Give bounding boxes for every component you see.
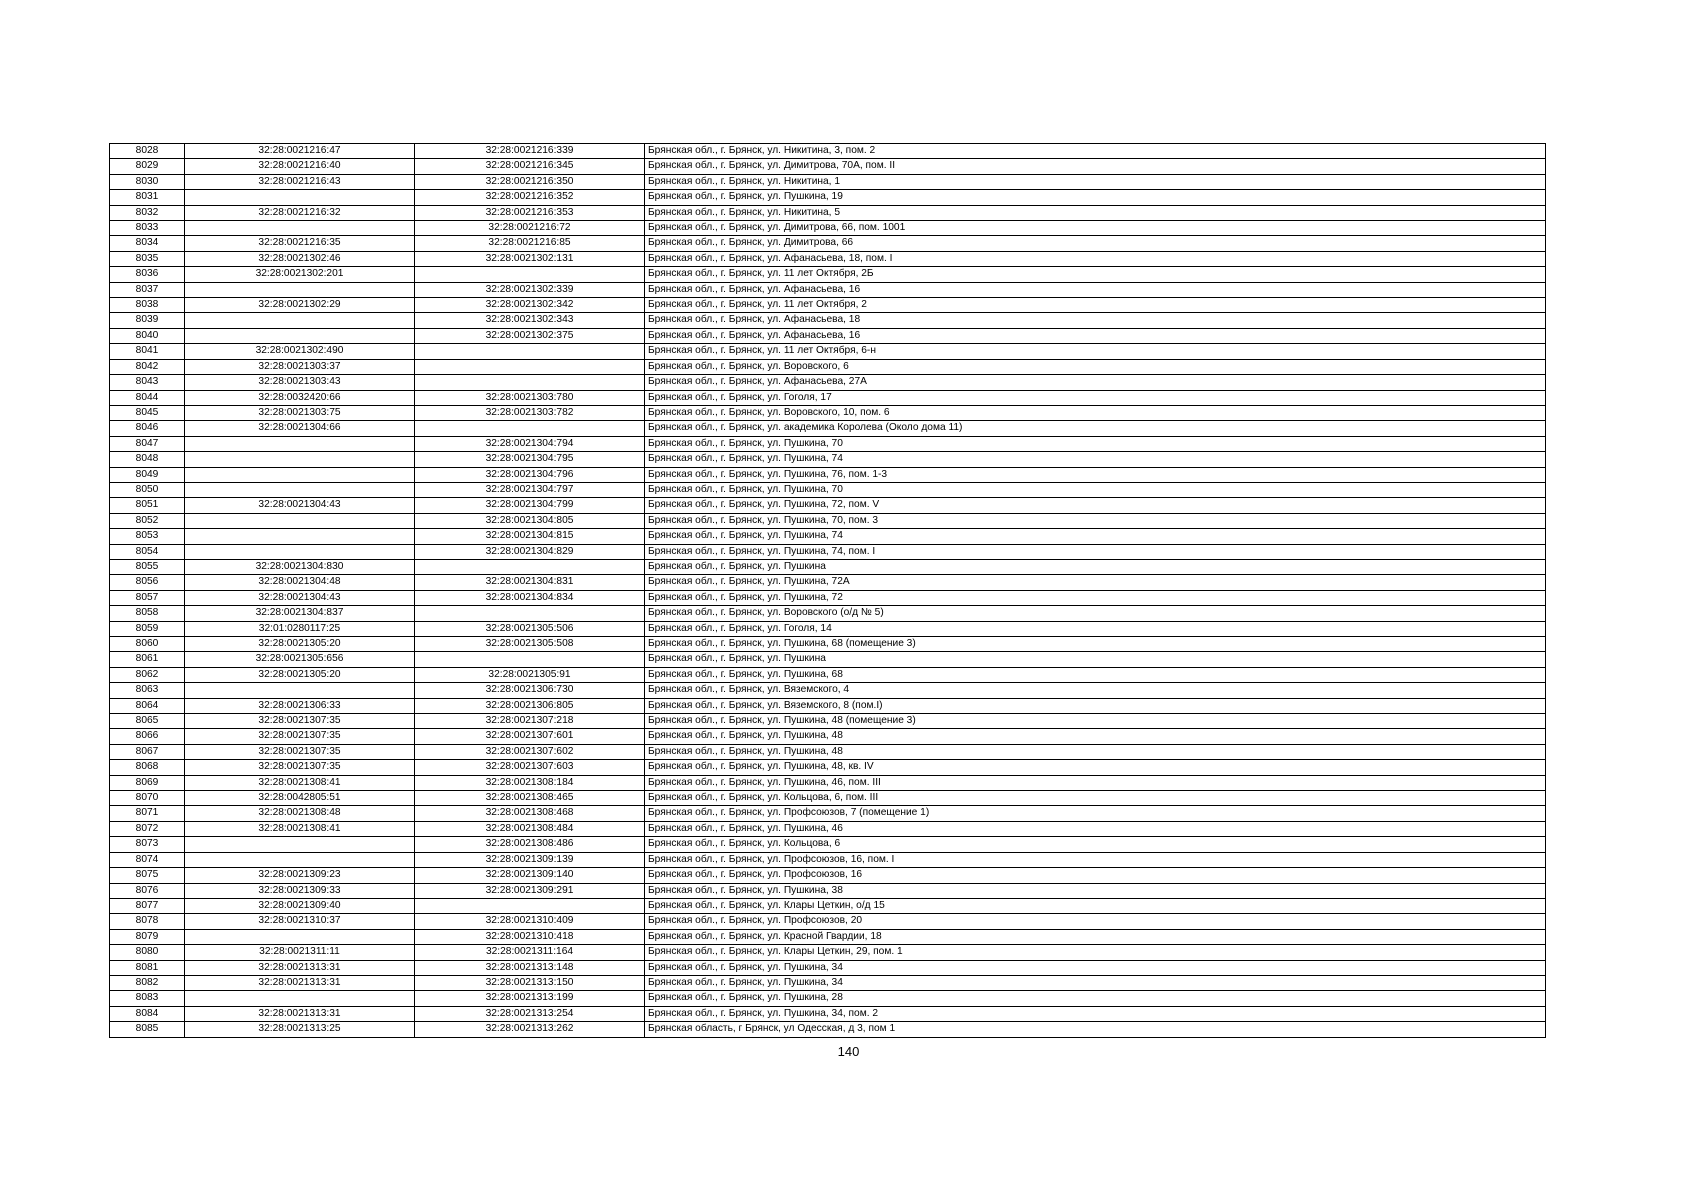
row-number-cell: 8076 [110, 883, 185, 898]
land-cadastral-number-cell [185, 221, 415, 236]
table-row [110, 821, 1546, 836]
land-cadastral-number-cell: 32:28:0021216:43 [185, 174, 415, 189]
address-cell: Брянская обл., г. Брянск, ул. Пушкина [645, 652, 1546, 667]
row-number-cell: 8051 [110, 498, 185, 513]
object-cadastral-number-cell: 32:28:0021308:484 [415, 821, 645, 836]
table-row [110, 914, 1546, 929]
row-number-cell: 8056 [110, 575, 185, 590]
row-number-cell: 8058 [110, 606, 185, 621]
land-cadastral-number-cell: 32:28:0021304:43 [185, 590, 415, 605]
land-cadastral-number-cell: 32:28:0021304:830 [185, 559, 415, 574]
object-cadastral-number-cell [415, 344, 645, 359]
registry-table-body [110, 144, 1546, 1038]
table-row [110, 945, 1546, 960]
row-number-cell: 8052 [110, 513, 185, 528]
row-number-cell: 8048 [110, 452, 185, 467]
object-cadastral-number-cell: 32:28:0021302:375 [415, 328, 645, 343]
object-cadastral-number-cell [415, 652, 645, 667]
row-number-cell: 8045 [110, 405, 185, 420]
land-cadastral-number-cell: 32:28:0021313:31 [185, 960, 415, 975]
address-cell: Брянская обл., г. Брянск, ул. Афанасьева, 16 [645, 328, 1546, 343]
address-cell: Брянская обл., г. Брянск, ул. Кольцова, 6, пом. III [645, 791, 1546, 806]
land-cadastral-number-cell: 32:28:0032420:66 [185, 390, 415, 405]
address-cell: Брянская обл., г. Брянск, ул. Афанасьева, 18, пом. I [645, 251, 1546, 266]
land-cadastral-number-cell: 32:28:0042805:51 [185, 791, 415, 806]
table-row [110, 328, 1546, 343]
address-cell: Брянская обл., г. Брянск, ул. Пушкина, 70 [645, 436, 1546, 451]
object-cadastral-number-cell: 32:28:0021302:343 [415, 313, 645, 328]
object-cadastral-number-cell: 32:28:0021306:805 [415, 698, 645, 713]
address-cell: Брянская обл., г. Брянск, ул. Пушкина, 76, пом. 1-3 [645, 467, 1546, 482]
object-cadastral-number-cell: 32:28:0021313:262 [415, 1022, 645, 1037]
table-row [110, 960, 1546, 975]
table-row [110, 282, 1546, 297]
table-row [110, 975, 1546, 990]
object-cadastral-number-cell [415, 421, 645, 436]
object-cadastral-number-cell [415, 559, 645, 574]
address-cell: Брянская обл., г. Брянск, ул. академика Королева (Около дома 11) [645, 421, 1546, 436]
object-cadastral-number-cell: 32:28:0021306:730 [415, 683, 645, 698]
table-row [110, 883, 1546, 898]
table-row [110, 621, 1546, 636]
row-number-cell: 8062 [110, 667, 185, 682]
land-cadastral-number-cell [185, 282, 415, 297]
land-cadastral-number-cell: 32:01:0280117:25 [185, 621, 415, 636]
land-cadastral-number-cell [185, 544, 415, 559]
table-row [110, 236, 1546, 251]
object-cadastral-number-cell [415, 606, 645, 621]
row-number-cell: 8037 [110, 282, 185, 297]
table-row [110, 467, 1546, 482]
land-cadastral-number-cell: 32:28:0021308:48 [185, 806, 415, 821]
object-cadastral-number-cell: 32:28:0021216:339 [415, 144, 645, 159]
row-number-cell: 8055 [110, 559, 185, 574]
object-cadastral-number-cell: 32:28:0021216:85 [415, 236, 645, 251]
row-number-cell: 8075 [110, 868, 185, 883]
address-cell: Брянская обл., г. Брянск, ул. Клары Цеткин, о/д 15 [645, 898, 1546, 913]
land-cadastral-number-cell [185, 852, 415, 867]
row-number-cell: 8081 [110, 960, 185, 975]
object-cadastral-number-cell: 32:28:0021304:794 [415, 436, 645, 451]
address-cell: Брянская обл., г. Брянск, ул. Пушкина, 48 (помещение 3) [645, 714, 1546, 729]
address-cell: Брянская обл., г. Брянск, ул. Пушкина, 70, пом. 3 [645, 513, 1546, 528]
table-row [110, 405, 1546, 420]
address-cell: Брянская обл., г. Брянск, ул. Пушкина, 74 [645, 452, 1546, 467]
land-cadastral-number-cell [185, 467, 415, 482]
table-row [110, 205, 1546, 220]
row-number-cell: 8032 [110, 205, 185, 220]
land-cadastral-number-cell: 32:28:0021304:66 [185, 421, 415, 436]
registry-table [109, 143, 1546, 1038]
row-number-cell: 8069 [110, 775, 185, 790]
land-cadastral-number-cell: 32:28:0021308:41 [185, 775, 415, 790]
row-number-cell: 8083 [110, 991, 185, 1006]
table-row [110, 482, 1546, 497]
row-number-cell: 8074 [110, 852, 185, 867]
land-cadastral-number-cell [185, 482, 415, 497]
object-cadastral-number-cell: 32:28:0021302:342 [415, 298, 645, 313]
object-cadastral-number-cell: 32:28:0021308:468 [415, 806, 645, 821]
table-row [110, 898, 1546, 913]
address-cell: Брянская обл., г. Брянск, ул. Никитина, 5 [645, 205, 1546, 220]
address-cell: Брянская обл., г. Брянск, ул. Пушкина [645, 559, 1546, 574]
table-row [110, 390, 1546, 405]
row-number-cell: 8082 [110, 975, 185, 990]
address-cell: Брянская обл., г. Брянск, ул. Пушкина, 34, пом. 2 [645, 1006, 1546, 1021]
row-number-cell: 8084 [110, 1006, 185, 1021]
land-cadastral-number-cell [185, 190, 415, 205]
object-cadastral-number-cell: 32:28:0021305:506 [415, 621, 645, 636]
object-cadastral-number-cell: 32:28:0021307:218 [415, 714, 645, 729]
land-cadastral-number-cell: 32:28:0021306:33 [185, 698, 415, 713]
address-cell: Брянская обл., г. Брянск, ул. Пушкина, 48 [645, 729, 1546, 744]
land-cadastral-number-cell: 32:28:0021302:490 [185, 344, 415, 359]
table-row [110, 498, 1546, 513]
address-cell: Брянская обл., г. Брянск, ул. Никитина, 1 [645, 174, 1546, 189]
object-cadastral-number-cell: 32:28:0021304:795 [415, 452, 645, 467]
land-cadastral-number-cell: 32:28:0021302:46 [185, 251, 415, 266]
object-cadastral-number-cell: 32:28:0021311:164 [415, 945, 645, 960]
address-cell: Брянская обл., г. Брянск, ул. Никитина, 3, пом. 2 [645, 144, 1546, 159]
land-cadastral-number-cell: 32:28:0021305:656 [185, 652, 415, 667]
table-row [110, 775, 1546, 790]
land-cadastral-number-cell: 32:28:0021303:37 [185, 359, 415, 374]
object-cadastral-number-cell: 32:28:0021307:601 [415, 729, 645, 744]
table-row [110, 513, 1546, 528]
table-row [110, 344, 1546, 359]
address-cell: Брянская обл., г. Брянск, ул. 11 лет Октября, 6-н [645, 344, 1546, 359]
table-row [110, 806, 1546, 821]
address-cell: Брянская обл., г. Брянск, ул. Пушкина, 74, пом. I [645, 544, 1546, 559]
address-cell: Брянская обл., г. Брянск, ул. Профсоюзов, 16, пом. I [645, 852, 1546, 867]
object-cadastral-number-cell: 32:28:0021310:409 [415, 914, 645, 929]
row-number-cell: 8041 [110, 344, 185, 359]
address-cell: Брянская обл., г. Брянск, ул. 11 лет Октября, 2 [645, 298, 1546, 313]
table-row [110, 575, 1546, 590]
address-cell: Брянская обл., г. Брянск, ул. Афанасьева, 27А [645, 375, 1546, 390]
land-cadastral-number-cell: 32:28:0021309:33 [185, 883, 415, 898]
table-row [110, 375, 1546, 390]
row-number-cell: 8061 [110, 652, 185, 667]
address-cell: Брянская обл., г. Брянск, ул. Воровского, 10, пом. 6 [645, 405, 1546, 420]
land-cadastral-number-cell [185, 452, 415, 467]
address-cell: Брянская обл., г. Брянск, ул. Димитрова, 70А, пом. II [645, 159, 1546, 174]
object-cadastral-number-cell: 32:28:0021313:199 [415, 991, 645, 1006]
row-number-cell: 8079 [110, 929, 185, 944]
address-cell: Брянская обл., г. Брянск, ул. Пушкина, 34 [645, 975, 1546, 990]
address-cell: Брянская обл., г. Брянск, ул. Пушкина, 68 (помещение 3) [645, 637, 1546, 652]
table-row [110, 298, 1546, 313]
table-row [110, 313, 1546, 328]
table-row [110, 1006, 1546, 1021]
row-number-cell: 8071 [110, 806, 185, 821]
row-number-cell: 8050 [110, 482, 185, 497]
address-cell: Брянская обл., г. Брянск, ул. Пушкина, 72, пом. V [645, 498, 1546, 513]
object-cadastral-number-cell: 32:28:0021310:418 [415, 929, 645, 944]
object-cadastral-number-cell [415, 375, 645, 390]
row-number-cell: 8031 [110, 190, 185, 205]
row-number-cell: 8067 [110, 744, 185, 759]
land-cadastral-number-cell: 32:28:0021307:35 [185, 729, 415, 744]
row-number-cell: 8068 [110, 760, 185, 775]
object-cadastral-number-cell: 32:28:0021304:815 [415, 529, 645, 544]
row-number-cell: 8065 [110, 714, 185, 729]
address-cell: Брянская обл., г. Брянск, ул. Вяземского, 4 [645, 683, 1546, 698]
row-number-cell: 8030 [110, 174, 185, 189]
table-row [110, 837, 1546, 852]
object-cadastral-number-cell: 32:28:0021304:829 [415, 544, 645, 559]
row-number-cell: 8036 [110, 267, 185, 282]
table-row [110, 359, 1546, 374]
row-number-cell: 8043 [110, 375, 185, 390]
land-cadastral-number-cell: 32:28:0021313:31 [185, 1006, 415, 1021]
address-cell: Брянская обл., г. Брянск, ул. Пушкина, 19 [645, 190, 1546, 205]
land-cadastral-number-cell: 32:28:0021310:37 [185, 914, 415, 929]
table-row [110, 852, 1546, 867]
row-number-cell: 8057 [110, 590, 185, 605]
row-number-cell: 8046 [110, 421, 185, 436]
row-number-cell: 8029 [110, 159, 185, 174]
land-cadastral-number-cell: 32:28:0021313:25 [185, 1022, 415, 1037]
object-cadastral-number-cell: 32:28:0021308:465 [415, 791, 645, 806]
object-cadastral-number-cell: 32:28:0021302:131 [415, 251, 645, 266]
address-cell: Брянская обл., г. Брянск, ул. Пушкина, 70 [645, 482, 1546, 497]
table-row [110, 698, 1546, 713]
object-cadastral-number-cell: 32:28:0021307:603 [415, 760, 645, 775]
row-number-cell: 8073 [110, 837, 185, 852]
address-cell: Брянская обл., г. Брянск, ул. Кольцова, 6 [645, 837, 1546, 852]
land-cadastral-number-cell [185, 991, 415, 1006]
table-row [110, 421, 1546, 436]
object-cadastral-number-cell: 32:28:0021308:486 [415, 837, 645, 852]
address-cell: Брянская обл., г. Брянск, ул. Пушкина, 48, кв. IV [645, 760, 1546, 775]
row-number-cell: 8049 [110, 467, 185, 482]
land-cadastral-number-cell: 32:28:0021309:40 [185, 898, 415, 913]
table-row [110, 452, 1546, 467]
address-cell: Брянская обл., г. Брянск, ул. Пушкина, 74 [645, 529, 1546, 544]
address-cell: Брянская обл., г. Брянск, ул. Пушкина, 72А [645, 575, 1546, 590]
table-row [110, 544, 1546, 559]
table-row [110, 251, 1546, 266]
object-cadastral-number-cell: 32:28:0021216:72 [415, 221, 645, 236]
table-row [110, 267, 1546, 282]
table-row [110, 436, 1546, 451]
address-cell: Брянская область, г Брянск, ул Одесская, д 3, пом 1 [645, 1022, 1546, 1037]
table-row [110, 991, 1546, 1006]
land-cadastral-number-cell: 32:28:0021216:35 [185, 236, 415, 251]
table-row [110, 667, 1546, 682]
row-number-cell: 8034 [110, 236, 185, 251]
object-cadastral-number-cell: 32:28:0021304:831 [415, 575, 645, 590]
object-cadastral-number-cell: 32:28:0021305:508 [415, 637, 645, 652]
address-cell: Брянская обл., г. Брянск, ул. Пушкина, 46, пом. III [645, 775, 1546, 790]
object-cadastral-number-cell: 32:28:0021304:796 [415, 467, 645, 482]
land-cadastral-number-cell: 32:28:0021313:31 [185, 975, 415, 990]
row-number-cell: 8066 [110, 729, 185, 744]
land-cadastral-number-cell: 32:28:0021302:29 [185, 298, 415, 313]
land-cadastral-number-cell: 32:28:0021303:43 [185, 375, 415, 390]
land-cadastral-number-cell: 32:28:0021305:20 [185, 667, 415, 682]
table-row [110, 868, 1546, 883]
land-cadastral-number-cell: 32:28:0021307:35 [185, 744, 415, 759]
land-cadastral-number-cell: 32:28:0021307:35 [185, 714, 415, 729]
row-number-cell: 8042 [110, 359, 185, 374]
address-cell: Брянская обл., г. Брянск, ул. Пушкина, 28 [645, 991, 1546, 1006]
address-cell: Брянская обл., г. Брянск, ул. Пушкина, 68 [645, 667, 1546, 682]
table-row [110, 683, 1546, 698]
land-cadastral-number-cell: 32:28:0021216:40 [185, 159, 415, 174]
row-number-cell: 8028 [110, 144, 185, 159]
row-number-cell: 8072 [110, 821, 185, 836]
object-cadastral-number-cell: 32:28:0021304:799 [415, 498, 645, 513]
land-cadastral-number-cell [185, 513, 415, 528]
land-cadastral-number-cell [185, 313, 415, 328]
address-cell: Брянская обл., г. Брянск, ул. Пушкина, 48 [645, 744, 1546, 759]
row-number-cell: 8040 [110, 328, 185, 343]
object-cadastral-number-cell: 32:28:0021307:602 [415, 744, 645, 759]
object-cadastral-number-cell: 32:28:0021302:339 [415, 282, 645, 297]
address-cell: Брянская обл., г. Брянск, ул. Воровского, 6 [645, 359, 1546, 374]
row-number-cell: 8035 [110, 251, 185, 266]
row-number-cell: 8078 [110, 914, 185, 929]
land-cadastral-number-cell: 32:28:0021304:837 [185, 606, 415, 621]
row-number-cell: 8077 [110, 898, 185, 913]
object-cadastral-number-cell: 32:28:0021304:797 [415, 482, 645, 497]
table-row [110, 559, 1546, 574]
land-cadastral-number-cell: 32:28:0021311:11 [185, 945, 415, 960]
land-cadastral-number-cell: 32:28:0021307:35 [185, 760, 415, 775]
land-cadastral-number-cell [185, 436, 415, 451]
object-cadastral-number-cell: 32:28:0021309:291 [415, 883, 645, 898]
object-cadastral-number-cell: 32:28:0021303:782 [415, 405, 645, 420]
object-cadastral-number-cell: 32:28:0021309:140 [415, 868, 645, 883]
row-number-cell: 8053 [110, 529, 185, 544]
table-row [110, 590, 1546, 605]
row-number-cell: 8085 [110, 1022, 185, 1037]
land-cadastral-number-cell: 32:28:0021309:23 [185, 868, 415, 883]
land-cadastral-number-cell [185, 837, 415, 852]
address-cell: Брянская обл., г. Брянск, ул. Пушкина, 72 [645, 590, 1546, 605]
table-row [110, 929, 1546, 944]
row-number-cell: 8033 [110, 221, 185, 236]
table-row [110, 174, 1546, 189]
row-number-cell: 8080 [110, 945, 185, 960]
table-row [110, 529, 1546, 544]
table-row [110, 190, 1546, 205]
table-row [110, 791, 1546, 806]
object-cadastral-number-cell [415, 359, 645, 374]
object-cadastral-number-cell: 32:28:0021216:353 [415, 205, 645, 220]
land-cadastral-number-cell: 32:28:0021308:41 [185, 821, 415, 836]
row-number-cell: 8059 [110, 621, 185, 636]
row-number-cell: 8063 [110, 683, 185, 698]
object-cadastral-number-cell: 32:28:0021313:150 [415, 975, 645, 990]
row-number-cell: 8039 [110, 313, 185, 328]
row-number-cell: 8044 [110, 390, 185, 405]
object-cadastral-number-cell: 32:28:0021313:254 [415, 1006, 645, 1021]
land-cadastral-number-cell [185, 328, 415, 343]
address-cell: Брянская обл., г. Брянск, ул. Клары Цеткин, 29, пом. 1 [645, 945, 1546, 960]
address-cell: Брянская обл., г. Брянск, ул. Вяземского, 8 (пом.I) [645, 698, 1546, 713]
object-cadastral-number-cell [415, 898, 645, 913]
object-cadastral-number-cell: 32:28:0021309:139 [415, 852, 645, 867]
object-cadastral-number-cell: 32:28:0021304:805 [415, 513, 645, 528]
object-cadastral-number-cell: 32:28:0021216:345 [415, 159, 645, 174]
land-cadastral-number-cell [185, 929, 415, 944]
address-cell: Брянская обл., г. Брянск, ул. Пушкина, 38 [645, 883, 1546, 898]
row-number-cell: 8038 [110, 298, 185, 313]
table-row [110, 744, 1546, 759]
address-cell: Брянская обл., г. Брянск, ул. Пушкина, 46 [645, 821, 1546, 836]
table-row [110, 652, 1546, 667]
row-number-cell: 8047 [110, 436, 185, 451]
table-row [110, 760, 1546, 775]
address-cell: Брянская обл., г. Брянск, ул. Воровского (о/д № 5) [645, 606, 1546, 621]
table-row [110, 606, 1546, 621]
land-cadastral-number-cell: 32:28:0021305:20 [185, 637, 415, 652]
land-cadastral-number-cell [185, 683, 415, 698]
row-number-cell: 8054 [110, 544, 185, 559]
address-cell: Брянская обл., г. Брянск, ул. Красной Гвардии, 18 [645, 929, 1546, 944]
address-cell: Брянская обл., г. Брянск, ул. Гоголя, 14 [645, 621, 1546, 636]
land-cadastral-number-cell: 32:28:0021216:32 [185, 205, 415, 220]
address-cell: Брянская обл., г. Брянск, ул. Профсоюзов, 16 [645, 868, 1546, 883]
table-row [110, 144, 1546, 159]
land-cadastral-number-cell: 32:28:0021303:75 [185, 405, 415, 420]
land-cadastral-number-cell: 32:28:0021304:48 [185, 575, 415, 590]
address-cell: Брянская обл., г. Брянск, ул. Пушкина, 34 [645, 960, 1546, 975]
page-number: 140 [837, 1044, 860, 1059]
object-cadastral-number-cell: 32:28:0021216:352 [415, 190, 645, 205]
row-number-cell: 8070 [110, 791, 185, 806]
table-row [110, 637, 1546, 652]
address-cell: Брянская обл., г. Брянск, ул. Афанасьева, 16 [645, 282, 1546, 297]
address-cell: Брянская обл., г. Брянск, ул. Димитрова, 66, пом. 1001 [645, 221, 1546, 236]
address-cell: Брянская обл., г. Брянск, ул. Афанасьева, 18 [645, 313, 1546, 328]
address-cell: Брянская обл., г. Брянск, ул. Профсоюзов, 7 (помещение 1) [645, 806, 1546, 821]
object-cadastral-number-cell: 32:28:0021305:91 [415, 667, 645, 682]
table-row [110, 159, 1546, 174]
object-cadastral-number-cell: 32:28:0021304:834 [415, 590, 645, 605]
land-cadastral-number-cell: 32:28:0021216:47 [185, 144, 415, 159]
object-cadastral-number-cell: 32:28:0021303:780 [415, 390, 645, 405]
land-cadastral-number-cell [185, 529, 415, 544]
object-cadastral-number-cell [415, 267, 645, 282]
land-cadastral-number-cell: 32:28:0021302:201 [185, 267, 415, 282]
address-cell: Брянская обл., г. Брянск, ул. Димитрова, 66 [645, 236, 1546, 251]
object-cadastral-number-cell: 32:28:0021308:184 [415, 775, 645, 790]
object-cadastral-number-cell: 32:28:0021216:350 [415, 174, 645, 189]
address-cell: Брянская обл., г. Брянск, ул. 11 лет Октября, 2Б [645, 267, 1546, 282]
table-row [110, 1022, 1546, 1037]
address-cell: Брянская обл., г. Брянск, ул. Гоголя, 17 [645, 390, 1546, 405]
table-row [110, 221, 1546, 236]
row-number-cell: 8060 [110, 637, 185, 652]
address-cell: Брянская обл., г. Брянск, ул. Профсоюзов, 20 [645, 914, 1546, 929]
table-row [110, 714, 1546, 729]
row-number-cell: 8064 [110, 698, 185, 713]
table-row [110, 729, 1546, 744]
object-cadastral-number-cell: 32:28:0021313:148 [415, 960, 645, 975]
land-cadastral-number-cell: 32:28:0021304:43 [185, 498, 415, 513]
